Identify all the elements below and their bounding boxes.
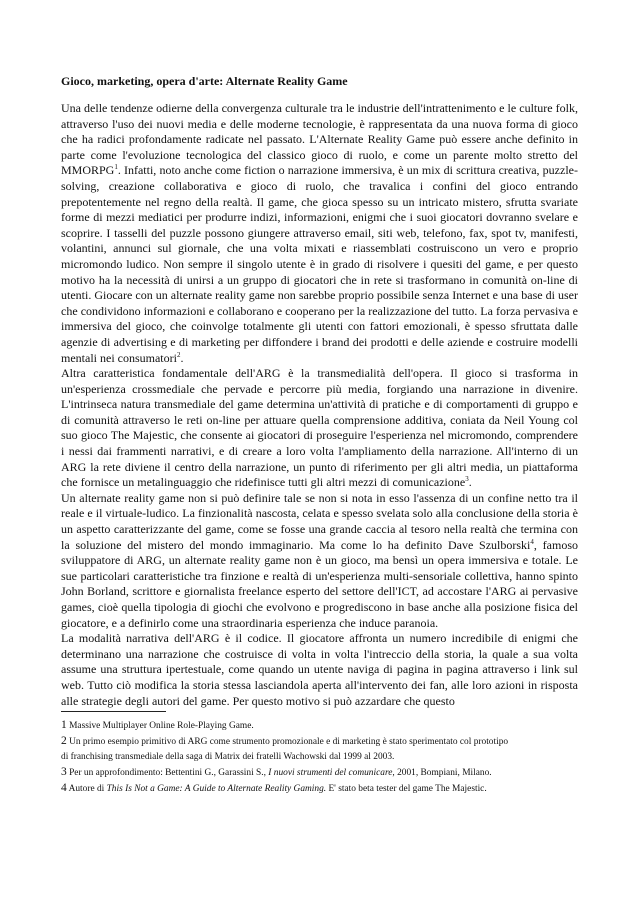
book-title: This Is Not a Game: A Guide to Alternate Reality Gaming. xyxy=(106,784,327,795)
footnote-ref-3[interactable]: 3 xyxy=(465,475,469,484)
footnote-text: di franchising transmediale della saga di Matrix dei fratelli Wachowski dal 1999 al 2003. xyxy=(61,752,395,763)
paragraph-text: . Infatti, noto anche come fiction o narrazione immersiva, è un mix di scrittura creativa, puzzle-solving, creazione collaborativa e gioco di ruolo, che travalica i confini del gioco entrando prepotentemente nel regno della realtà. Il game, che gioca spesso su un intricato mistero, sfrutta svariate forme di mezzi mediatici per produrre indizi, informazioni, enigmi che i suoi giocatori dovranno svelare e scoprire. I tasselli del puzzle possono giungere attraverso email, siti web, telefono, fax, spot tv, manifesti, volantini, annunci sul giornale, che una volta mixati e riassemblati costruiscono un vero e proprio micromondo ludico. Non sempre il singolo utente è in grado di risolvere i quesiti del game, e per questo motivo ha la necessità di unirsi a un gruppo di giocatori che in rete si trasformano in comunità on-line di utenti. Giocare con un alternate reality game non sarebbe proprio possibile senza Internet e una base di user che condividono informazioni e collaborano e cooperano per la realizzazione del tutto. La forza pervasiva e immersiva del gioco, che coinvolge totalmente gli utenti con fattori emozionali, è spesso sfruttata dalle agenzie di advertising e di marketing per diffondere i brand dei prodotti e delle aziende e costruire modelli mentali nei consumatori xyxy=(61,163,578,365)
footnote-4 xyxy=(61,781,578,797)
book-title: I nuovi strumenti del comunicare xyxy=(268,768,393,779)
footnote-1 xyxy=(61,718,578,734)
footnote-ref-1[interactable]: 1 xyxy=(114,163,118,172)
footnote-number: 1 xyxy=(61,719,67,732)
paragraph-text: . xyxy=(468,475,472,490)
paragraph-2 xyxy=(61,366,578,491)
footnote-2-continued xyxy=(61,750,578,765)
paragraph-text: , famoso sviluppatore di ARG, un alternate reality game non è un gioco, ma bensì un opera immersiva e totale. Le sue particolari caratteristiche tra finzione e realtà di un'esperienza multi-sensoriale collettiva, hanno spinto John Borland, scrittore e giornalista freelance esperto del settore dell'ICT, ad accostare l'ARG ai pervasive games, cioè quella tipologia di giochi che evolvono e progrediscono in base anche alla posizione fisica del giocatore, e a definirlo come una straordinaria esperienza che induce paranoia. xyxy=(61,537,578,630)
footnote-ref-4[interactable]: 4 xyxy=(530,537,534,546)
footnote-text: Massive Multiplayer Online Role-Playing Game. xyxy=(69,721,254,732)
footnote-text: E' stato beta tester del game The Majestic. xyxy=(326,784,487,795)
footnote-ref-2[interactable]: 2 xyxy=(176,350,181,359)
paragraph-text: Una delle tendenze odierne della convergenza culturale tra le industrie dell'intrattenimento e le culture folk, attraverso l'uso dei nuovi media e delle moderne tecnologie, è rappresentata da una nuova forma di gioco che ha radici profondamente radicate nel passato. L'Alternate Reality Game può essere anche definito in parte come l'evoluzione tecnologica del classico gioco di ruolo, e come un parente molto stretto del MMORPG xyxy=(61,101,578,178)
paragraph-text: . xyxy=(180,350,184,365)
footnote-number: 3 xyxy=(61,766,67,779)
footnote-separator xyxy=(61,711,166,712)
paragraph-1 xyxy=(61,101,578,366)
footnote-text: , 2001, Bompiani, Milano. xyxy=(392,768,492,779)
paragraph-text: Un alternate reality game non si può definire tale se non si nota in esso l'assenza di un confine netto tra il reale e il virtuale-ludico. La finzionalità nascosta, celata e spesso svelata solo alla conclusione della storia è un aspetto caratterizzante del game, come se fosse una grande caccia al tesoro nella realtà che termina con la soluzione del mistero del mondo immaginario. Ma come lo ha definito Dave Szulborski xyxy=(61,490,578,552)
footnote-text: Un primo esempio primitivo di ARG come strumento promozionale e di marketing è stato sperimentato col prototipo xyxy=(69,737,509,748)
paragraph-text: Altra caratteristica fondamentale dell'ARG è la transmedialità dell'opera. Il gioco si trasforma in un'esperienza crossmediale che pervade e percorre più media, forgiando una narrazione in divenire. L'intrinseca natura transmediale del game determina un'attività di pratiche e di comportamenti di gruppo e di comunità attraverso le reti on-line per attuare quella comprensione additiva, coniata da Neil Young col suo gioco The Majestic, che consente ai giocatori di proseguire l'esperienza nel micromondo, comprendere i nessi dai frammenti narrativi, e di creare a loro volta l'ampliamento della narrazione. All'interno di un ARG la rete diviene il centro della narrazione, un punto di riferimento per gli altri media, un piattaforma che fornisce un metalinguaggio che ridefinisce tutti gli altri mezzi di comunicazione xyxy=(61,366,578,490)
paragraph-3 xyxy=(61,491,578,631)
footnote-text: Autore di xyxy=(68,784,107,795)
footnote-2 xyxy=(61,734,578,750)
paragraph-text: La modalità narrativa dell'ARG è il codice. Il giocatore affronta un numero incredibile di enigmi che determinano una narrazione che costruisce di volta in volta l'intreccio della storia, la quale a sua volta assume una struttura ipertestuale, come quando un utente naviga di pagina in pagina attraverso i link sul web. Tutto ciò modifica la storia stessa lasciandola aperta all'intervento dei fan, alle loro azioni in risposta alle strategie degli autori del game. Per questo motivo si può azzardare che questo xyxy=(61,631,578,708)
document-title: Gioco, marketing, opera d'arte: Alternate Reality Game xyxy=(61,74,348,88)
footnotes xyxy=(61,718,578,797)
footnote-text: Per un approfondimento: Bettentini G., Garassini S., xyxy=(69,768,269,779)
footnote-3 xyxy=(61,765,578,781)
document-page xyxy=(61,74,578,797)
paragraph-4 xyxy=(61,631,578,709)
footnote-number: 4 xyxy=(61,782,67,795)
footnote-number: 2 xyxy=(61,735,67,748)
